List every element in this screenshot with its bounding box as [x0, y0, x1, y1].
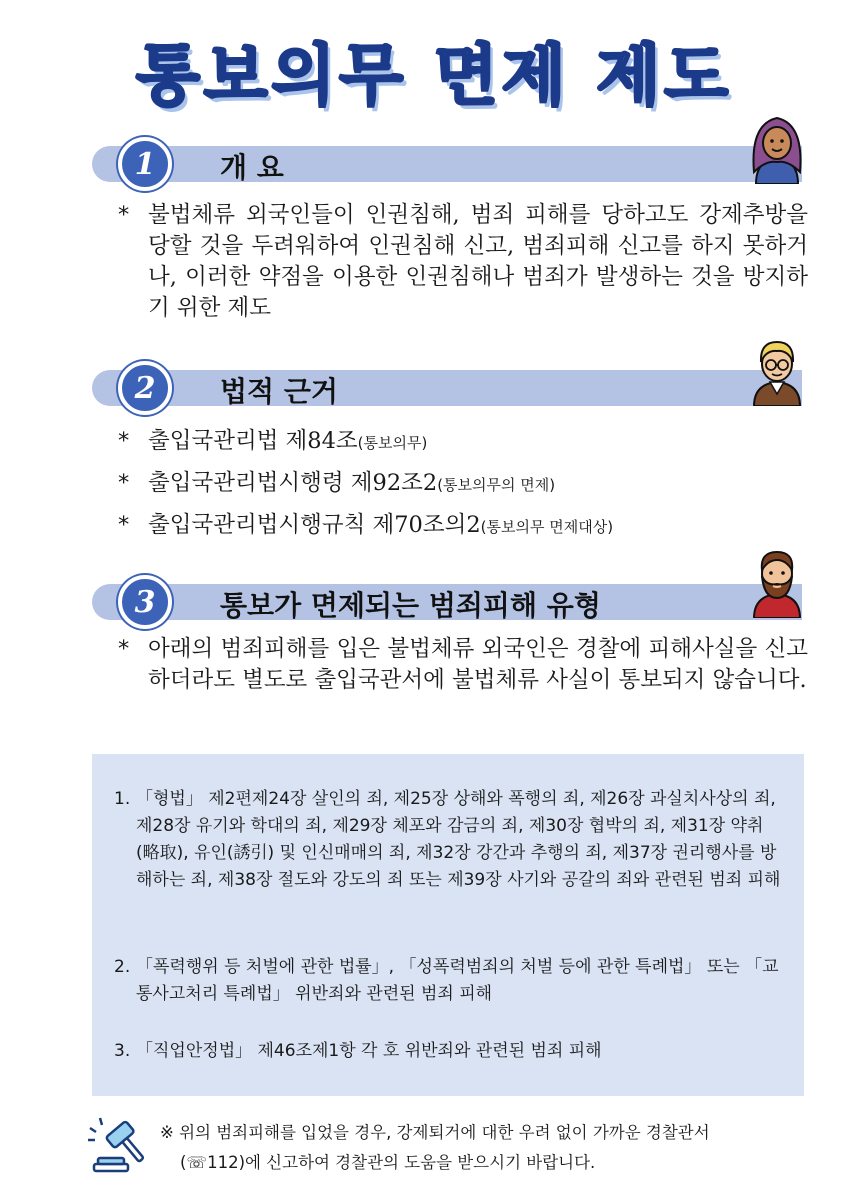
- crime-list-text: 「형법」 제2편제24장 살인의 죄, 제25장 상해와 폭행의 죄, 제26장 과실치사상의 죄, 제28장 유기와 학대의 죄, 제29장 체포와 감금의 죄, 제30장 협박의 죄, 제31장 약취(略取), 유인(誘引) 및 인신매매의 죄, 제32장 강간과 추행의 죄, 제37장 권리행사를 방해하는 죄, 제38장 절도와 강도의 죄 또는 제39장 사기와 공갈의 죄와 관련된 범죄 피해: [136, 789, 781, 890]
- legal-basis-note-3: (통보의무 면제대상): [480, 518, 614, 536]
- crime-list-item-3: [114, 1038, 786, 1065]
- crime-list-item-1: [114, 786, 786, 894]
- crime-list-number: 2.: [114, 957, 131, 977]
- section-number-2: 2: [118, 361, 172, 415]
- footer-note-line-1: ※ 위의 범죄피해를 입었을 경우, 강제퇴거에 대한 우려 없이 가까운 경찰관서: [160, 1123, 710, 1142]
- glasses-man-avatar-icon: [748, 334, 806, 410]
- section-heading-1: 개 요: [220, 151, 284, 184]
- page-title: 통보의무 면제 제도: [135, 37, 732, 114]
- crime-list-text: 「직업안정법」 제46조제1항 각 호 위반죄와 관련된 범죄 피해: [136, 1041, 602, 1061]
- crime-types-intro-text: 아래의 범죄피해를 입은 불법체류 외국인은 경찰에 피해사실을 신고하더라도 별도로 출입국관서에 불법체류 사실이 통보되지 않습니다.: [148, 636, 808, 693]
- crime-list-item-2: [114, 954, 786, 1008]
- footer-note: [160, 1118, 810, 1178]
- legal-basis-bullet-1: [118, 426, 808, 459]
- legal-basis-bullet-3: [118, 510, 808, 543]
- crime-list-box: [92, 754, 804, 1096]
- gavel-icon: [86, 1114, 148, 1180]
- bullet-mark: *: [118, 636, 130, 662]
- bullet-mark: *: [118, 470, 130, 496]
- legal-basis-bullet-2: [118, 468, 808, 501]
- bullet-mark: *: [118, 202, 130, 228]
- section-number-3: 3: [118, 575, 172, 629]
- section-bar-2: [92, 370, 802, 406]
- legal-basis-note-2: (통보의무의 면제): [437, 476, 556, 494]
- bullet-mark: *: [118, 428, 130, 454]
- section-heading-3: 통보가 면제되는 범죄피해 유형: [220, 589, 601, 622]
- legal-basis-text-3: 출입국관리법시행규칙 제70조의2: [148, 512, 481, 538]
- overview-bullet: [118, 200, 808, 324]
- section-number-1: 1: [118, 137, 172, 191]
- bearded-man-avatar-icon: [748, 546, 806, 622]
- crime-list-number: 3.: [114, 1041, 131, 1061]
- hijab-woman-avatar-icon: [748, 112, 806, 188]
- legal-basis-text-1: 출입국관리법 제84조: [148, 428, 358, 454]
- bullet-mark: *: [118, 512, 130, 538]
- overview-text: 불법체류 외국인들이 인권침해, 범죄 피해를 당하고도 강제추방을 당할 것을 두려워하여 인권침해 신고, 범죄피해 신고를 하지 못하거나, 이러한 약점을 이용한 인권침해나 범죄가 발생하는 것을 방지하기 위한 제도: [148, 202, 808, 321]
- legal-basis-text-2: 출입국관리법시행령 제92조2: [148, 470, 438, 496]
- section-heading-2: 법적 근거: [220, 375, 338, 408]
- legal-basis-note-1: (통보의무): [357, 434, 428, 452]
- footer-note-line-2: (☏112)에 신고하여 경찰관의 도움을 받으시기 바랍니다.: [180, 1153, 596, 1172]
- section-bar-1: [92, 146, 802, 182]
- crime-list-number: 1.: [114, 789, 131, 809]
- crime-types-bullet: [118, 634, 808, 696]
- crime-list-text: 「폭력행위 등 처벌에 관한 법률」, 「성폭력범죄의 처벌 등에 관한 특례법」 또는 「교통사고처리 특례법」 위반죄와 관련된 범죄 피해: [136, 957, 779, 1004]
